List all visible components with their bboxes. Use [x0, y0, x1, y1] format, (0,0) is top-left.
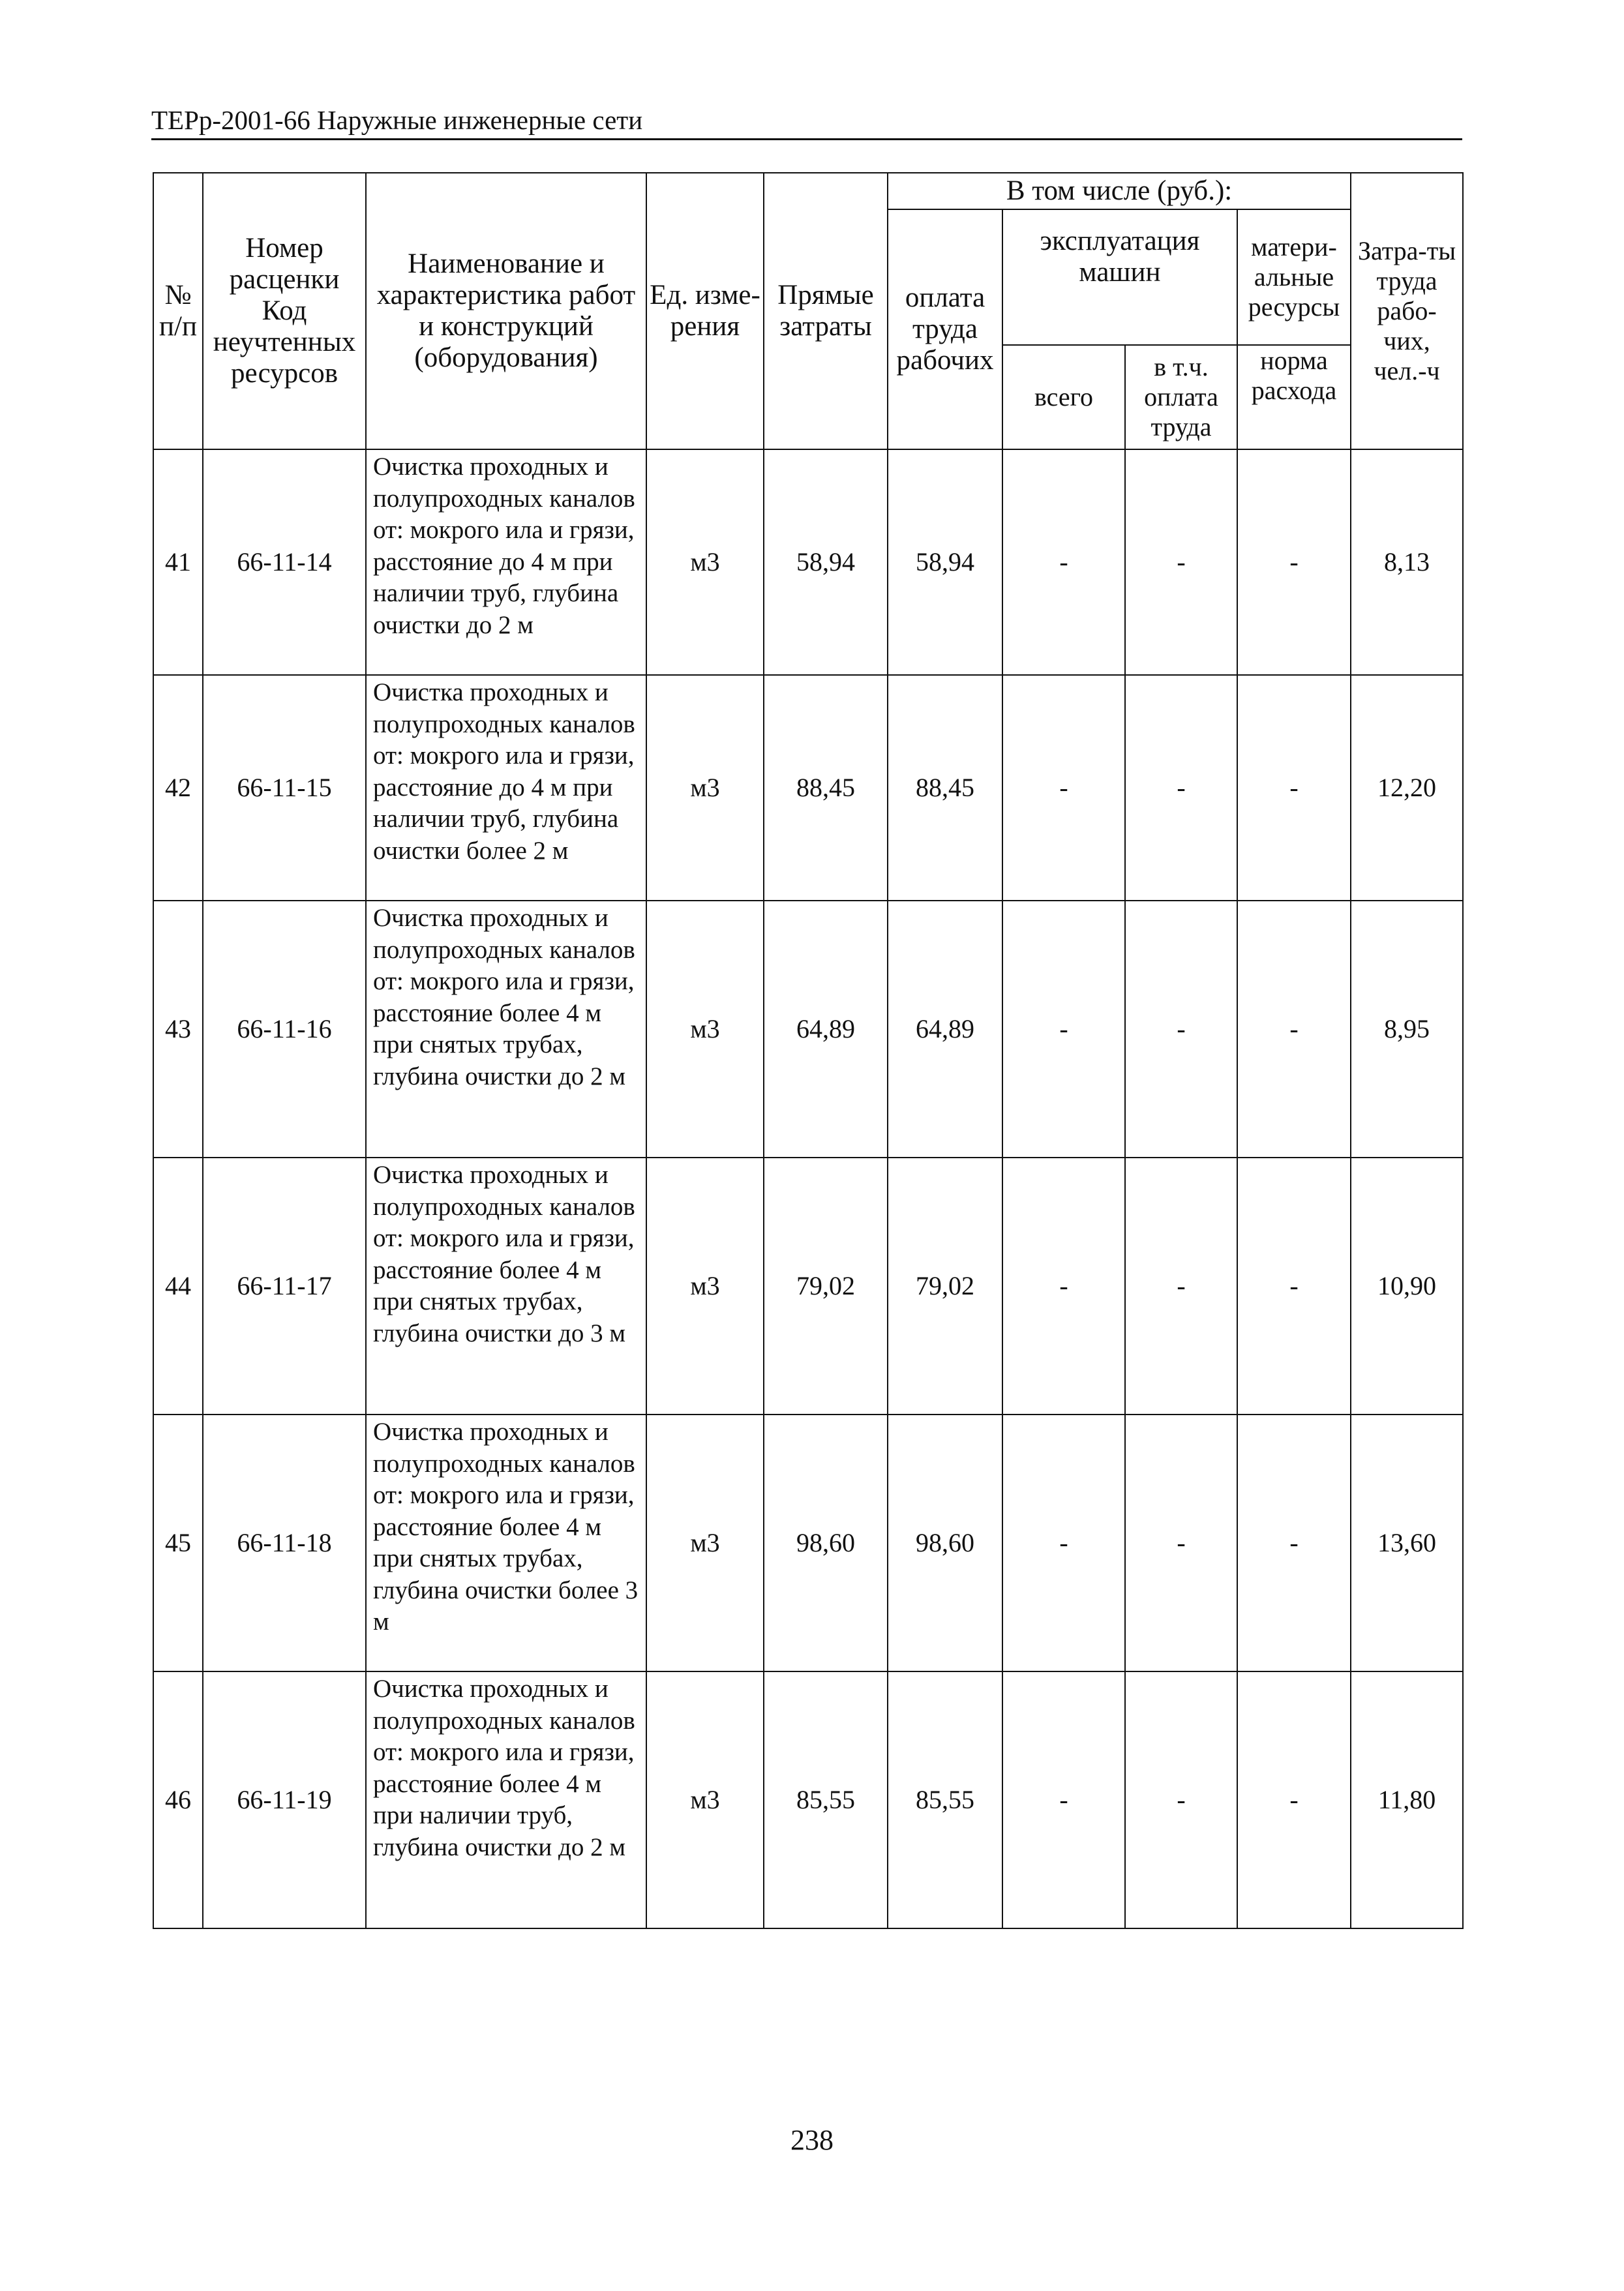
col-header-labor: Затра-ты труда рабо-чих, чел.-ч: [1351, 173, 1463, 449]
row-machines-wages: -: [1125, 675, 1237, 901]
row-num: 43: [153, 901, 203, 1158]
col-header-code: Номер расценки Код неучтенных ресурсов: [203, 173, 366, 449]
row-materials: -: [1237, 901, 1351, 1158]
row-name: Очистка проходных и полупроходных каналов от: мокрого ила и грязи, расстояние более 4 м при наличии труб, глубина очистки до 2 м: [366, 1671, 646, 1928]
row-num: 42: [153, 675, 203, 901]
row-direct: 64,89: [764, 901, 888, 1158]
row-machines-wages: -: [1125, 1671, 1237, 1928]
row-code: 66-11-16: [203, 901, 366, 1158]
row-name: Очистка проходных и полупроходных каналов от: мокрого ила и грязи, расстояние более 4 м при снятых трубах, глубина очистки более 3 м: [366, 1415, 646, 1671]
row-code: 66-11-19: [203, 1671, 366, 1928]
row-labor: 8,95: [1351, 901, 1463, 1158]
row-direct: 88,45: [764, 675, 888, 901]
row-materials: -: [1237, 675, 1351, 901]
col-header-direct: Прямые затраты: [764, 173, 888, 449]
row-machines-total: -: [1002, 1415, 1125, 1671]
col-header-wages: оплата труда рабочих: [888, 209, 1002, 449]
row-labor: 11,80: [1351, 1671, 1463, 1928]
row-materials: -: [1237, 1158, 1351, 1415]
table-row: [153, 1158, 1463, 1415]
row-name: Очистка проходных и полупроходных каналов от: мокрого ила и грязи, расстояние более 4 м при снятых трубах, глубина очистки до 2 м: [366, 901, 646, 1158]
col-header-materials: матери-альные ресурсы: [1237, 209, 1351, 345]
table-row: [153, 1415, 1463, 1671]
row-num: 44: [153, 1158, 203, 1415]
row-machines-total: -: [1002, 675, 1125, 901]
row-labor: 13,60: [1351, 1415, 1463, 1671]
col-header-machines-total: всего: [1002, 345, 1125, 449]
row-num: 46: [153, 1671, 203, 1928]
row-direct: 58,94: [764, 449, 888, 675]
row-wages: 58,94: [888, 449, 1002, 675]
table-row: [153, 901, 1463, 1158]
page-number: 238: [790, 2124, 834, 2156]
row-machines-wages: -: [1125, 449, 1237, 675]
row-machines-wages: -: [1125, 1158, 1237, 1415]
row-wages: 98,60: [888, 1415, 1002, 1671]
row-code: 66-11-17: [203, 1158, 366, 1415]
row-unit: м3: [646, 1415, 764, 1671]
row-machines-wages: -: [1125, 901, 1237, 1158]
row-unit: м3: [646, 1158, 764, 1415]
row-name: Очистка проходных и полупроходных каналов от: мокрого ила и грязи, расстояние более 4 м при снятых трубах, глубина очистки до 3 м: [366, 1158, 646, 1415]
row-direct: 85,55: [764, 1671, 888, 1928]
table-row: [153, 1671, 1463, 1928]
row-wages: 64,89: [888, 901, 1002, 1158]
row-num: 41: [153, 449, 203, 675]
row-code: 66-11-18: [203, 1415, 366, 1671]
row-num: 45: [153, 1415, 203, 1671]
row-machines-total: -: [1002, 449, 1125, 675]
rates-table: [153, 172, 1464, 1929]
row-wages: 85,55: [888, 1671, 1002, 1928]
row-direct: 79,02: [764, 1158, 888, 1415]
row-machines-total: -: [1002, 1158, 1125, 1415]
table-row: [153, 449, 1463, 675]
running-header: ТЕРр-2001-66 Наружные инженерные сети: [151, 104, 1462, 140]
row-labor: 8,13: [1351, 449, 1463, 675]
col-header-machines: эксплуатация машин: [1002, 209, 1237, 345]
row-unit: м3: [646, 901, 764, 1158]
row-code: 66-11-15: [203, 675, 366, 901]
row-name: Очистка проходных и полупроходных каналов от: мокрого ила и грязи, расстояние до 4 м при наличии труб, глубина очистки до 2 м: [366, 449, 646, 675]
row-code: 66-11-14: [203, 449, 366, 675]
row-unit: м3: [646, 449, 764, 675]
row-wages: 79,02: [888, 1158, 1002, 1415]
row-machines-wages: -: [1125, 1415, 1237, 1671]
row-materials: -: [1237, 449, 1351, 675]
table-row: [153, 675, 1463, 901]
row-unit: м3: [646, 1671, 764, 1928]
row-name: Очистка проходных и полупроходных каналов от: мокрого ила и грязи, расстояние до 4 м при наличии труб, глубина очистки более 2 м: [366, 675, 646, 901]
col-header-name: Наименование и характеристика работ и конструкций (оборудования): [366, 173, 646, 449]
row-labor: 12,20: [1351, 675, 1463, 901]
row-machines-total: -: [1002, 901, 1125, 1158]
row-direct: 98,60: [764, 1415, 888, 1671]
col-header-machines-wages: в т.ч. оплата труда: [1125, 345, 1237, 449]
row-wages: 88,45: [888, 675, 1002, 901]
col-header-materials-norm: норма расхода: [1237, 345, 1351, 449]
col-header-incl-group: В том числе (руб.):: [888, 173, 1351, 209]
col-header-num: № п/п: [153, 173, 203, 449]
row-unit: м3: [646, 675, 764, 901]
row-materials: -: [1237, 1671, 1351, 1928]
row-materials: -: [1237, 1415, 1351, 1671]
col-header-unit: Ед. изме-рения: [646, 173, 764, 449]
row-labor: 10,90: [1351, 1158, 1463, 1415]
row-machines-total: -: [1002, 1671, 1125, 1928]
